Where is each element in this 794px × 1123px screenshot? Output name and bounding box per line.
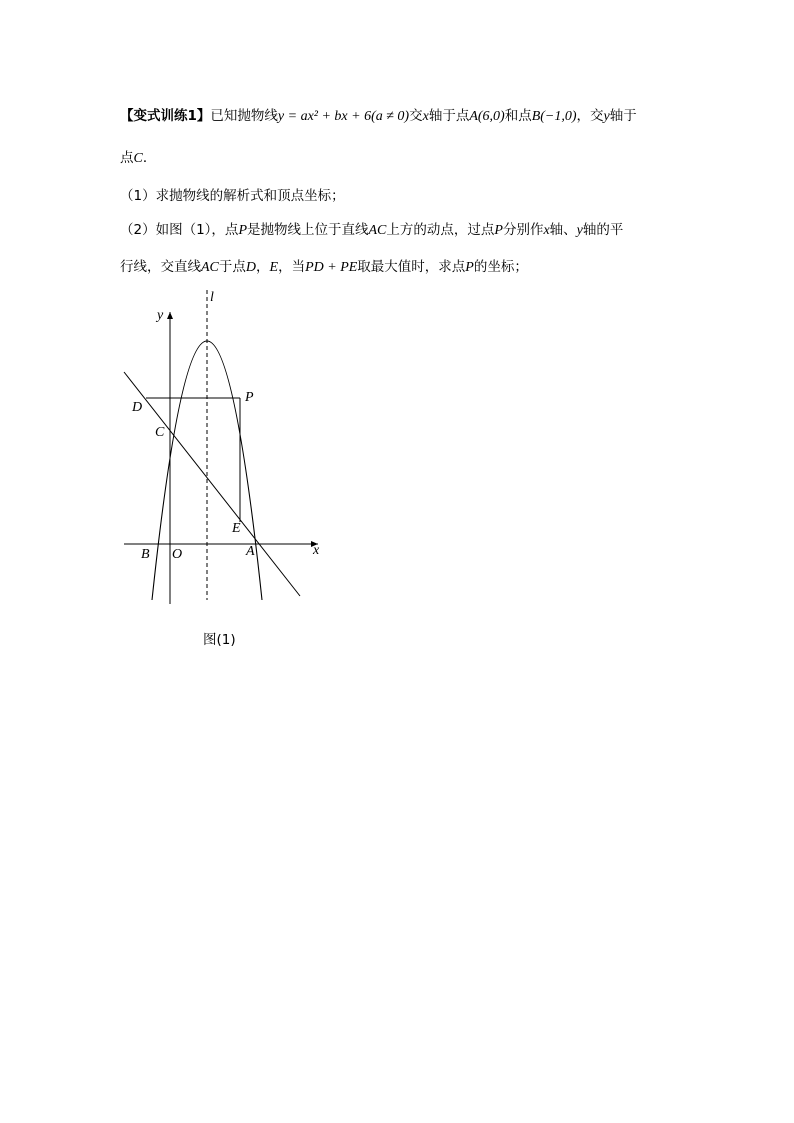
question-1	[120, 186, 345, 206]
q2-text-e: 轴、	[549, 222, 577, 238]
point-a-coord: A(6,0)	[469, 109, 505, 124]
q2-text-c: 上方的动点，过点	[386, 222, 495, 238]
q2-point-p: P	[238, 223, 247, 238]
point-c: C	[133, 151, 143, 166]
problem-line-1	[120, 106, 637, 127]
question-1-text: （1）求抛物线的解析式和顶点坐标；	[120, 188, 345, 204]
q2b-line-ac: AC	[201, 260, 219, 275]
figure-caption: 图(1)	[203, 632, 236, 648]
q2-text-d: 分别作	[502, 222, 544, 238]
q2b-text-e: 取最大值时，求点	[357, 259, 466, 275]
y-variable: y	[603, 109, 610, 124]
question-2-line-2	[120, 257, 528, 278]
q2-x: x	[543, 223, 550, 238]
stem-mid2: 轴于点	[428, 108, 470, 124]
problem-tag: 【变式训练1】	[120, 108, 211, 124]
q2b-expression: PD + PE	[305, 260, 358, 275]
problem-line-2	[120, 148, 156, 169]
parabola-equation: y = ax² + bx + 6(a ≠ 0)	[277, 109, 410, 124]
stem-mid5: 轴于	[609, 108, 637, 124]
label-x: x	[313, 543, 320, 558]
stem-prefix: 已知抛物线	[210, 108, 278, 124]
q2-text-f: 轴的平	[582, 222, 624, 238]
parabola-figure	[110, 282, 360, 612]
label-y: y	[157, 308, 164, 323]
point-b-coord: B(−1,0)	[531, 109, 577, 124]
q2b-text-c: ，	[256, 259, 270, 275]
q2-y: y	[576, 223, 583, 238]
q2-line-ac: AC	[368, 223, 387, 238]
q2b-point-e: E	[269, 260, 279, 275]
label-d: D	[132, 400, 143, 415]
question-2-line-1	[120, 220, 623, 241]
q2b-point-d: D	[245, 260, 257, 275]
line2-suffix: ．	[142, 150, 157, 166]
q2b-text-b: 于点	[218, 259, 246, 275]
parabola-curve	[152, 341, 262, 600]
label-p: P	[245, 390, 254, 405]
q2-text-a: （2）如图（1），点	[120, 222, 239, 238]
stem-mid3: 和点	[504, 108, 532, 124]
q2b-text-a: 行线，交直线	[120, 259, 201, 275]
label-b: B	[141, 547, 150, 562]
q2-point-p2: P	[494, 223, 503, 238]
stem-mid4: ，交	[576, 108, 604, 124]
line-ac	[124, 372, 300, 596]
label-l: l	[210, 290, 214, 305]
label-c: C	[155, 425, 165, 440]
x-variable: x	[422, 109, 429, 124]
stem-mid1: 交	[409, 108, 423, 124]
line2-prefix: 点	[120, 150, 134, 166]
q2b-text-f: 的坐标；	[473, 259, 528, 275]
q2-text-b: 是抛物线上位于直线	[247, 222, 369, 238]
label-o: O	[172, 547, 183, 562]
q2b-text-d: ，当	[278, 259, 306, 275]
label-e: E	[232, 521, 241, 536]
label-a: A	[246, 544, 255, 559]
q2b-point-p: P	[465, 260, 474, 275]
